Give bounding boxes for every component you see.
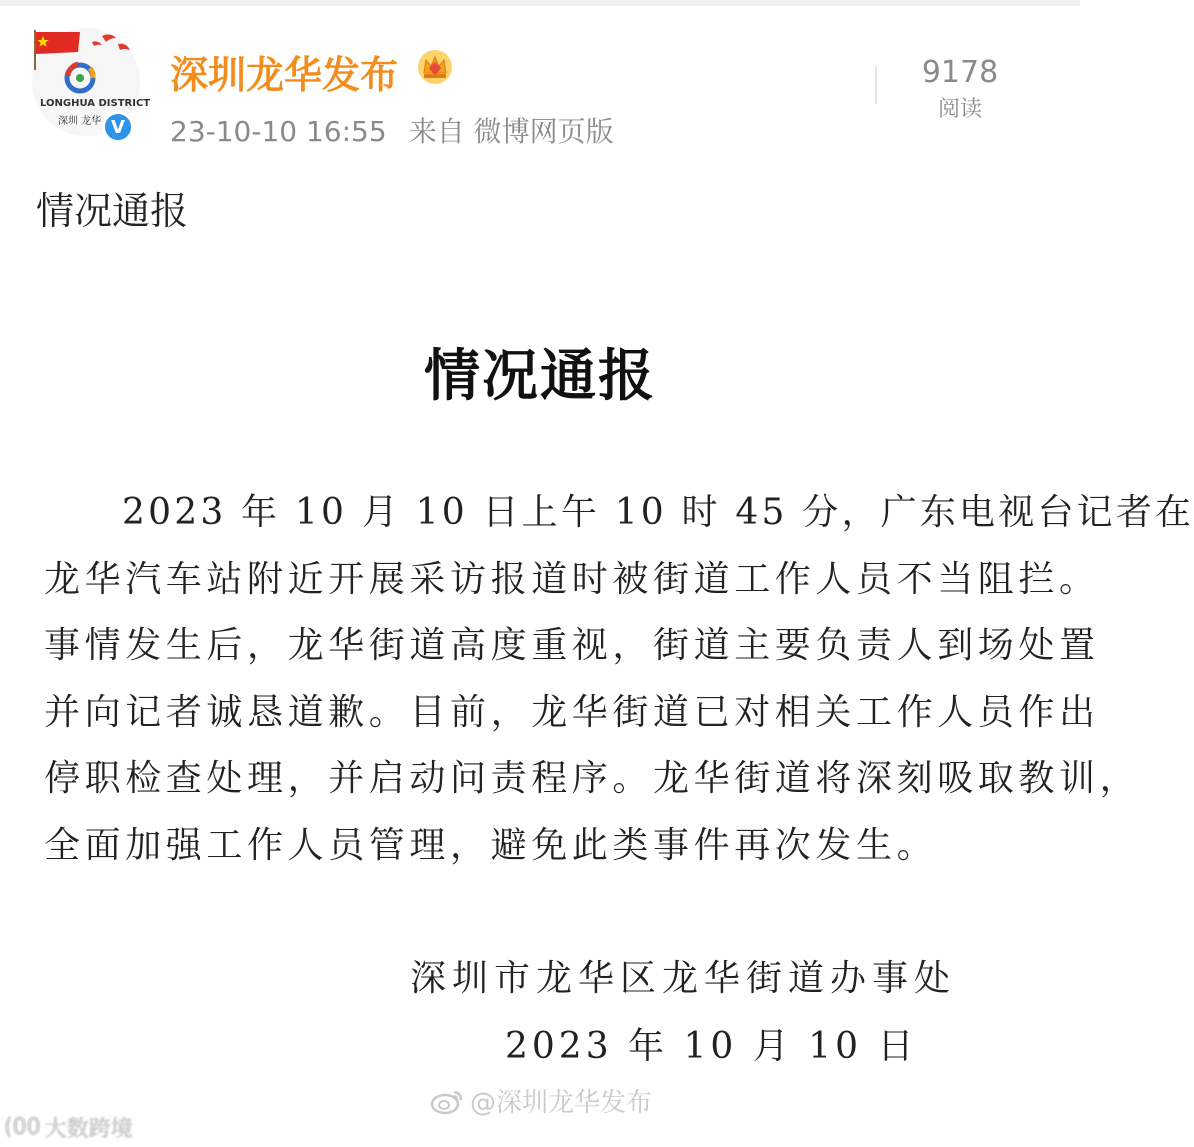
notice-line: 并向记者诚恳道歉。目前，龙华街道已对相关工作人员作出 — [44, 691, 1100, 733]
post-meta — [170, 110, 614, 150]
weibo-watermark-text: @深圳龙华发布 — [470, 1088, 653, 1118]
crown-icon[interactable] — [416, 48, 454, 90]
weibo-icon — [430, 1088, 464, 1114]
notice-date: 2023 年 10 月 10 日 — [505, 1026, 918, 1067]
avatar-logo-en: LONGHUA DISTRICT — [40, 98, 151, 109]
notice-line: 停职检查处理，并启动问责程序。龙华街道将深刻吸取教训， — [44, 758, 1141, 799]
notice-line: 龙华汽车站附近开展采访报道时被街道工作人员不当阻拦。 — [44, 558, 1100, 600]
notice-signature: 深圳市龙华区龙华街道办事处 — [410, 958, 957, 999]
divider — [875, 66, 877, 104]
weibo-watermark — [430, 1082, 652, 1119]
notice-line: 事情发生后，龙华街道高度重视，街道主要负责人到场处置 — [44, 625, 1100, 666]
verified-badge-icon: V — [102, 111, 134, 143]
read-count: 9178 — [921, 55, 999, 90]
corner-watermark — [4, 1112, 133, 1143]
notice-title: 情况通报 — [424, 343, 656, 409]
user-name-link[interactable]: 深圳龙华发布 — [170, 53, 399, 97]
post-timestamp[interactable]: 23-10-10 16:55 — [170, 115, 387, 148]
avatar-logo-cn: 深圳 龙华 — [58, 116, 102, 127]
notice-line: 2023 年 10 月 10 日上午 10 时 45 分，广东电视台记者在 — [122, 492, 1194, 533]
top-edge — [0, 0, 1080, 6]
notice-line: 全面加强工作人员管理，避免此类事件再次发生。 — [44, 824, 938, 866]
read-label: 阅读 — [937, 97, 982, 122]
notice-body — [44, 480, 1194, 879]
corner-watermark-text: 大数跨境 — [44, 1117, 133, 1142]
post-source: 来自 微博网页版 — [408, 115, 614, 148]
post-text: 情况通报 — [36, 189, 189, 233]
corner-watermark-logo: (00 — [4, 1115, 41, 1140]
